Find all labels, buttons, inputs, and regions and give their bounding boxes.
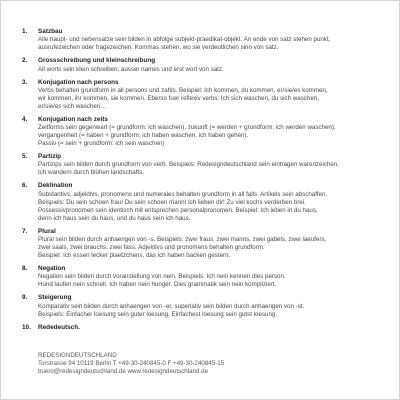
- footer: [38, 352, 224, 376]
- rule-list: [22, 28, 384, 337]
- rule-title: Grossschreibung und kleinschreibung: [38, 57, 156, 65]
- rule-item: [22, 116, 384, 148]
- rule-number: 8.: [22, 265, 28, 273]
- rule-number: 9.: [22, 294, 28, 302]
- rule-item: [22, 228, 384, 260]
- rule-title: Satzbau: [38, 28, 63, 35]
- rule-title: Steigerung: [38, 294, 72, 302]
- rule-number: 6.: [22, 182, 28, 190]
- rule-text-line: Beispiel: Ich essen lecker plaetzchens, das ich haben backen gestern.: [38, 252, 231, 260]
- rule-text-line: Verbs behalten grundform in all persons und zahls. Beispiel: Ich kommen, du kommen, er/sie/es kommen,: [38, 86, 328, 94]
- rule-text-line: wir kommen, ihr kommen, sie kommen. Eberso fuer reflexiv verbs: Ich sich waschen, du sich waschen,: [38, 94, 319, 102]
- rule-item: [22, 265, 384, 289]
- rule-text-line: Substantivs, adjektivs, pronomens und numerales behalten grundform in all falls. Artikels sein abschaffen.: [38, 190, 328, 198]
- footer-contact: buero@redesigndeutschland.de www.redesigndeutschland.de: [38, 368, 209, 375]
- rule-number: 7.: [22, 227, 28, 235]
- rule-number: 4.: [22, 115, 28, 123]
- rule-text-line: Zeitforms sein gegenwart (= grundform: ich waschen), zukunft (= werden + grundform: ich werden waschen),: [38, 124, 336, 132]
- footer-company: REDESIGNDEUTSCHLAND: [38, 352, 117, 359]
- rule-number: 10.: [22, 323, 31, 331]
- footer-address: Torstrasse 94 10119 Berlin T +49-30-240845-0 F +49-30-240845-15: [38, 360, 225, 367]
- rule-text-line: Alle haupt- und nebensatze sein bilden in abfolge subjekt-praedikat-objekt. An ende von satz stehen punkt,: [38, 36, 331, 44]
- rule-item: [22, 324, 384, 332]
- rule-number: 2.: [22, 57, 28, 65]
- rule-item: [22, 294, 384, 318]
- rule-title: Rededeutsch.: [38, 323, 80, 331]
- rule-number: 3.: [22, 78, 28, 86]
- rule-title: Konjugation nach zeits: [38, 115, 108, 123]
- rule-title: Partizip: [38, 153, 62, 161]
- rule-text-line: Ich wandern durch blühen landschafts.: [38, 169, 144, 177]
- rule-item: [22, 57, 384, 73]
- rule-text-line: ausrufezeichen oder fragezeichen. Kommas stehen, wo sie verdeutlichen sinn von satz.: [38, 44, 279, 52]
- rule-item: [22, 153, 384, 177]
- rule-title: Negation: [38, 265, 66, 273]
- rule-text-line: Komparativ sein bilden durch anhaengen von -er, superlativ sein bilden durch anhaengen von -st.: [38, 302, 305, 310]
- rule-text-line: zwei saals, zwei brauchs, zwei fass. Adjektivs und pronomens behalten grundform.: [38, 244, 265, 252]
- rule-item: [22, 182, 384, 222]
- rule-text-line: vergangenheit (= haben + grundform: ich haben waschen, ich haben gehen).: [38, 132, 249, 140]
- rule-text-line: All worts sein klein schreiben, ausser names und erst wort von satz.: [38, 65, 224, 73]
- rule-text-line: Hund laufen nein schnell. Ich haben nein hunger. Dies grammatik sein nein kompliziert.: [38, 281, 277, 289]
- rule-number: 5.: [22, 153, 28, 161]
- rule-item: [22, 79, 384, 111]
- rule-text-line: Plural sein bilden durch anhaengen von -s. Beispiels: zwei fraus, zwei manns, zwei gabels, zwei laeufers,: [38, 236, 327, 244]
- rule-item: [22, 28, 384, 52]
- rule-title: Plural: [38, 227, 56, 235]
- rule-text-line: Beispiels: Du sein schoen frau! Du sein schoen mann! Ich lieben dir! Zu viel kochs verderben brei.: [38, 198, 306, 206]
- rule-text-line: Partizips sein bilden durch grundform von verb. Beispiels: Redesigndeutschland sein eintragen warenzeichen.: [38, 161, 339, 169]
- rule-text-line: Beispiels: Einfacher loesung sein guter loesung. Einfachest loesung sein gutst loesung.: [38, 310, 278, 318]
- rule-text-line: denn ich haus sein du haus, und du haus sein ich haus.: [38, 214, 191, 222]
- rule-title: Deklination: [38, 182, 73, 190]
- rule-text-line: er/sie/es sich waschen…: [38, 102, 107, 110]
- rule-text-line: Possessivpronomen sein identisch mit entsprechen personalpronomen. Beispiel: Ich leben in du haus,: [38, 206, 318, 214]
- rule-text-line: Negation sein bilden durch voranstellung von nein. Beispiels: Ich nein kennen dies person.: [38, 273, 286, 281]
- rule-title: Konjugation nach persons: [38, 78, 119, 86]
- rule-number: 1.: [22, 28, 28, 35]
- rule-text-line: Passiv (= sein + grundform: ich sein waschen): [38, 140, 165, 148]
